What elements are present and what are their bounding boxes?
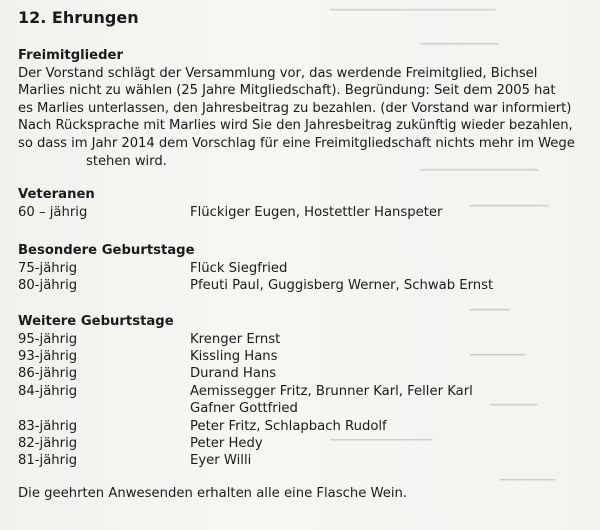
freimitglieder-line: Nach Rücksprache mit Marlies wird Sie den Jahresbeitrag zukünftig wieder bezahlen, <box>18 118 573 134</box>
honoree-row <box>18 400 588 417</box>
age-label: 80-jährig <box>18 277 78 293</box>
bleed-through-mark: ▁▁▁▁▁▁▁ <box>500 470 556 481</box>
honoree-names: Flück Siegfried <box>190 260 288 276</box>
age-label: 81-jährig <box>18 453 78 469</box>
honoree-row <box>18 435 588 452</box>
section-title: 12. Ehrungen <box>18 8 139 27</box>
age-label: 93-jährig <box>18 348 78 364</box>
honoree-row <box>18 204 588 221</box>
bleed-through-mark: ▁▁▁▁▁▁▁▁▁▁ <box>470 196 549 207</box>
age-label: 86-jährig <box>18 366 78 382</box>
bleed-through-mark: ▁▁▁▁▁▁▁▁▁▁ <box>420 34 499 45</box>
honoree-row <box>18 383 588 400</box>
freimitglieder-section <box>18 47 588 170</box>
freimitglieder-line: stehen wird. <box>86 153 167 169</box>
honoree-names: Eyer Willi <box>190 453 252 469</box>
veteranen-heading: Veteranen <box>18 187 95 202</box>
honoree-names: Gafner Gottfried <box>190 401 298 417</box>
honoree-row <box>18 260 588 277</box>
age-label: 84-jährig <box>18 383 78 399</box>
honoree-row <box>18 331 588 348</box>
honoree-names: Peter Hedy <box>190 435 263 451</box>
bleed-through-mark: ▁▁▁▁▁▁▁ <box>470 345 526 356</box>
honoree-names: Peter Fritz, Schlapbach Rudolf <box>190 418 387 434</box>
honoree-row <box>18 452 588 469</box>
veteranen-section <box>18 186 588 221</box>
age-label: 75-jährig <box>18 260 78 276</box>
freimitglieder-line: Der Vorstand schlägt der Versammlung vor, das werdende Freimitglied, Bichsel <box>18 65 538 81</box>
honoree-row <box>18 418 588 435</box>
age-label: 82-jährig <box>18 435 78 451</box>
honoree-names: Krenger Ernst <box>190 331 281 347</box>
bleed-through-mark: ▁▁▁▁▁▁▁▁▁▁▁▁▁▁▁▁▁▁▁▁▁ <box>330 0 496 11</box>
footer-note: Die geehrten Anwesenden erhalten alle eine Flasche Wein. <box>18 486 408 501</box>
freimitglieder-line: Marlies nicht zu wählen (25 Jahre Mitgliedschaft). Begründung: Seit dem 2005 hat <box>18 83 556 99</box>
honoree-names: Pfeuti Paul, Guggisberg Werner, Schwab Ernst <box>190 277 494 293</box>
besondere-heading: Besondere Geburtstage <box>18 243 195 258</box>
freimitglieder-heading: Freimitglieder <box>18 48 124 63</box>
freimitglieder-line: so dass im Jahr 2014 dem Vorschlag für eine Freimitgliedschaft nichts mehr im Wege <box>18 135 575 151</box>
besondere-geburtstage-section <box>18 242 588 294</box>
honoree-names: Durand Hans <box>190 366 277 382</box>
bleed-through-mark: ▁▁▁▁▁▁▁▁▁▁▁▁▁ <box>330 430 433 441</box>
freimitglieder-line: es Marlies unterlassen, den Jahresbeitrag zu bezahlen. (der Vorstand war informiert) <box>18 100 572 116</box>
bleed-through-mark: ▁▁▁▁▁▁ <box>490 395 538 406</box>
honoree-row <box>18 277 588 294</box>
honoree-names: Flückiger Eugen, Hostettler Hanspeter <box>190 204 443 220</box>
weitere-geburtstage-section <box>18 313 588 470</box>
age-label: 60 – jährig <box>18 204 88 220</box>
age-label: 83-jährig <box>18 418 78 434</box>
honoree-names: Kissling Hans <box>190 348 278 364</box>
honoree-names: Aemissegger Fritz, Brunner Karl, Feller Karl <box>190 383 473 399</box>
honoree-row <box>18 365 588 382</box>
age-label: 95-jährig <box>18 331 78 347</box>
bleed-through-mark: ▁▁▁▁▁ <box>470 300 510 311</box>
weitere-heading: Weitere Geburtstage <box>18 314 174 329</box>
honoree-row <box>18 348 588 365</box>
bleed-through-mark: ▁▁▁▁▁▁▁▁▁▁▁▁▁▁▁ <box>420 160 539 171</box>
